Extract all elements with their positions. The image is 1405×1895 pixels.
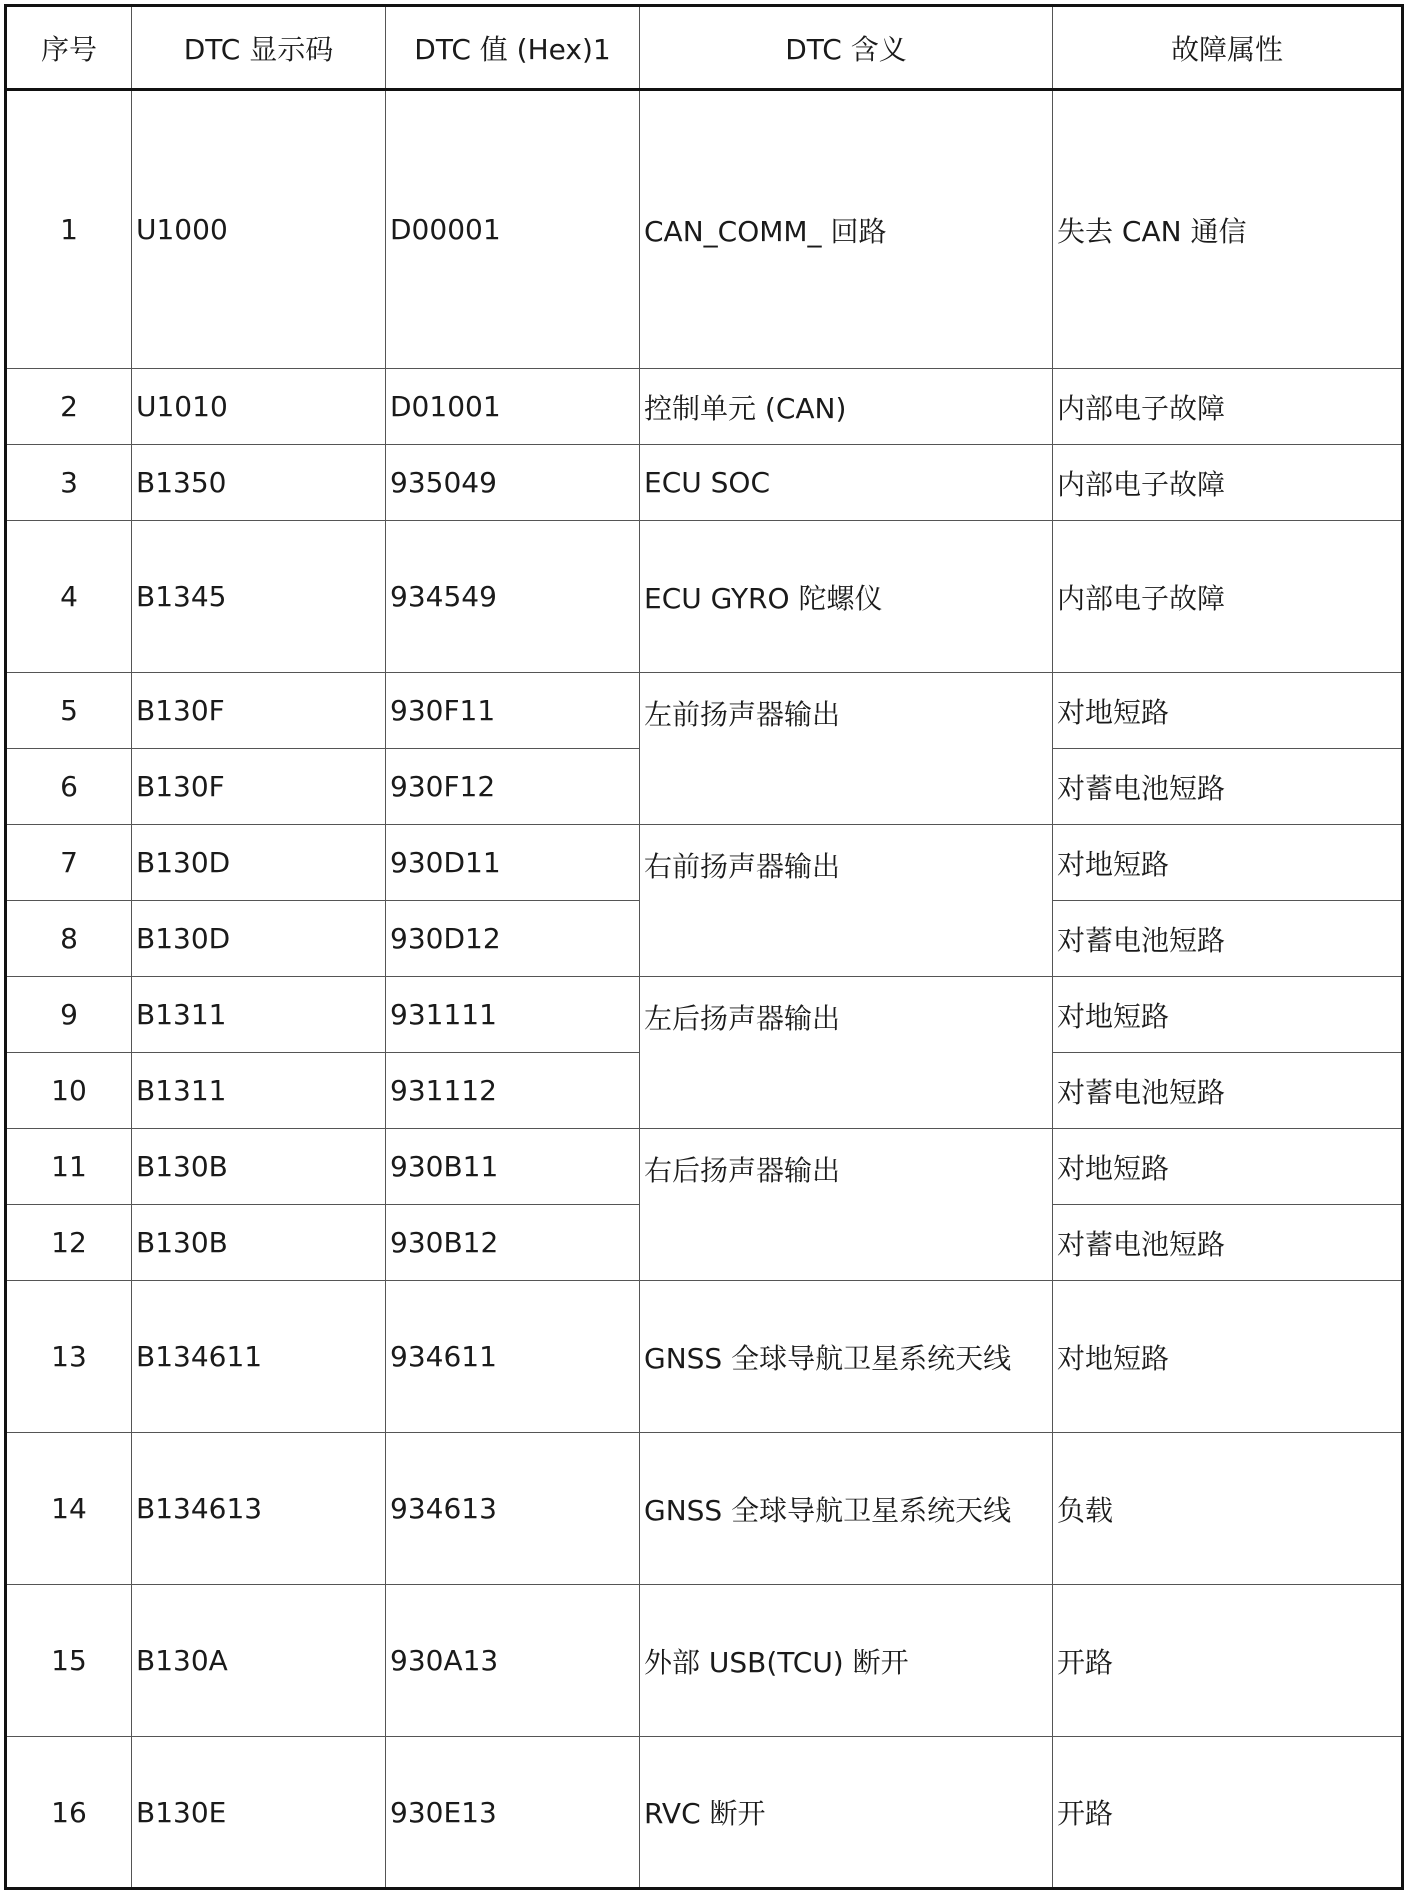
header-index: 序号 — [6, 6, 132, 90]
row-dtc-hex: 930B12 — [386, 1205, 640, 1281]
dtc-table — [4, 4, 1404, 1890]
row-index: 2 — [6, 369, 132, 445]
row-dtc-hex: 934549 — [386, 521, 640, 673]
row-dtc-code: B1311 — [132, 977, 386, 1053]
row-dtc-hex: 930F12 — [386, 749, 640, 825]
header-fault-attribute: 故障属性 — [1053, 6, 1403, 90]
table-row — [6, 90, 1403, 369]
row-index: 16 — [6, 1737, 132, 1889]
row-dtc-hex: 930B11 — [386, 1129, 640, 1205]
row-dtc-code: B1311 — [132, 1053, 386, 1129]
row-dtc-code: B130B — [132, 1129, 386, 1205]
row-fault-attribute: 负载 — [1053, 1433, 1403, 1585]
row-dtc-code: B130D — [132, 901, 386, 977]
row-fault-attribute: 内部电子故障 — [1053, 521, 1403, 673]
table-row — [6, 1585, 1403, 1737]
row-fault-attribute: 对地短路 — [1053, 825, 1403, 901]
row-dtc-hex: 931112 — [386, 1053, 640, 1129]
table-row — [6, 1737, 1403, 1889]
row-dtc-meaning: 右后扬声器输出 — [640, 1129, 1053, 1281]
row-fault-attribute: 开路 — [1053, 1585, 1403, 1737]
row-fault-attribute: 对蓄电池短路 — [1053, 749, 1403, 825]
row-fault-attribute: 对地短路 — [1053, 1129, 1403, 1205]
table-row — [6, 1281, 1403, 1433]
row-fault-attribute: 失去 CAN 通信 — [1053, 90, 1403, 369]
row-index: 8 — [6, 901, 132, 977]
row-dtc-hex: 930E13 — [386, 1737, 640, 1889]
row-fault-attribute: 开路 — [1053, 1737, 1403, 1889]
table-row — [6, 521, 1403, 673]
row-index: 3 — [6, 445, 132, 521]
row-dtc-code: B130B — [132, 1205, 386, 1281]
row-dtc-code: B130F — [132, 673, 386, 749]
row-fault-attribute: 对地短路 — [1053, 673, 1403, 749]
row-fault-attribute: 内部电子故障 — [1053, 369, 1403, 445]
row-dtc-code: B134611 — [132, 1281, 386, 1433]
row-dtc-meaning: ECU SOC — [640, 445, 1053, 521]
table-row — [6, 673, 1403, 749]
row-dtc-code: B1350 — [132, 445, 386, 521]
row-dtc-hex: D00001 — [386, 90, 640, 369]
row-index: 4 — [6, 521, 132, 673]
header-dtc-meaning: DTC 含义 — [640, 6, 1053, 90]
row-dtc-hex: 930D11 — [386, 825, 640, 901]
row-dtc-meaning: 控制单元 (CAN) — [640, 369, 1053, 445]
row-index: 13 — [6, 1281, 132, 1433]
table-header-row — [6, 6, 1403, 90]
row-index: 15 — [6, 1585, 132, 1737]
row-dtc-hex: 934613 — [386, 1433, 640, 1585]
row-dtc-code: B134613 — [132, 1433, 386, 1585]
row-dtc-code: U1000 — [132, 90, 386, 369]
row-dtc-meaning: 右前扬声器输出 — [640, 825, 1053, 977]
row-index: 11 — [6, 1129, 132, 1205]
row-fault-attribute: 对蓄电池短路 — [1053, 901, 1403, 977]
header-dtc-display-code: DTC 显示码 — [132, 6, 386, 90]
table-row — [6, 1129, 1403, 1205]
row-dtc-meaning: 左前扬声器输出 — [640, 673, 1053, 825]
row-dtc-meaning: GNSS 全球导航卫星系统天线 — [640, 1281, 1053, 1433]
row-fault-attribute: 对蓄电池短路 — [1053, 1205, 1403, 1281]
row-index: 10 — [6, 1053, 132, 1129]
row-dtc-meaning: CAN_COMM_ 回路 — [640, 90, 1053, 369]
row-fault-attribute: 对地短路 — [1053, 977, 1403, 1053]
row-dtc-hex: 930F11 — [386, 673, 640, 749]
row-dtc-meaning: ECU GYRO 陀螺仪 — [640, 521, 1053, 673]
row-dtc-code: B130A — [132, 1585, 386, 1737]
row-dtc-code: B130F — [132, 749, 386, 825]
table-row — [6, 1433, 1403, 1585]
row-index: 9 — [6, 977, 132, 1053]
row-dtc-hex: 930A13 — [386, 1585, 640, 1737]
row-dtc-hex: 934611 — [386, 1281, 640, 1433]
row-dtc-hex: 931111 — [386, 977, 640, 1053]
row-fault-attribute: 对地短路 — [1053, 1281, 1403, 1433]
row-fault-attribute: 内部电子故障 — [1053, 445, 1403, 521]
row-dtc-code: B130E — [132, 1737, 386, 1889]
row-index: 14 — [6, 1433, 132, 1585]
row-index: 7 — [6, 825, 132, 901]
header-dtc-hex-value: DTC 值 (Hex)1 — [386, 6, 640, 90]
row-dtc-hex: 935049 — [386, 445, 640, 521]
row-index: 1 — [6, 90, 132, 369]
row-dtc-code: B1345 — [132, 521, 386, 673]
table-row — [6, 445, 1403, 521]
row-dtc-code: U1010 — [132, 369, 386, 445]
table-row — [6, 369, 1403, 445]
row-dtc-hex: D01001 — [386, 369, 640, 445]
table-row — [6, 825, 1403, 901]
row-index: 5 — [6, 673, 132, 749]
row-dtc-code: B130D — [132, 825, 386, 901]
row-fault-attribute: 对蓄电池短路 — [1053, 1053, 1403, 1129]
row-index: 6 — [6, 749, 132, 825]
row-dtc-hex: 930D12 — [386, 901, 640, 977]
row-dtc-meaning: RVC 断开 — [640, 1737, 1053, 1889]
row-dtc-meaning: GNSS 全球导航卫星系统天线 — [640, 1433, 1053, 1585]
row-index: 12 — [6, 1205, 132, 1281]
table-row — [6, 977, 1403, 1053]
row-dtc-meaning: 外部 USB(TCU) 断开 — [640, 1585, 1053, 1737]
row-dtc-meaning: 左后扬声器输出 — [640, 977, 1053, 1129]
